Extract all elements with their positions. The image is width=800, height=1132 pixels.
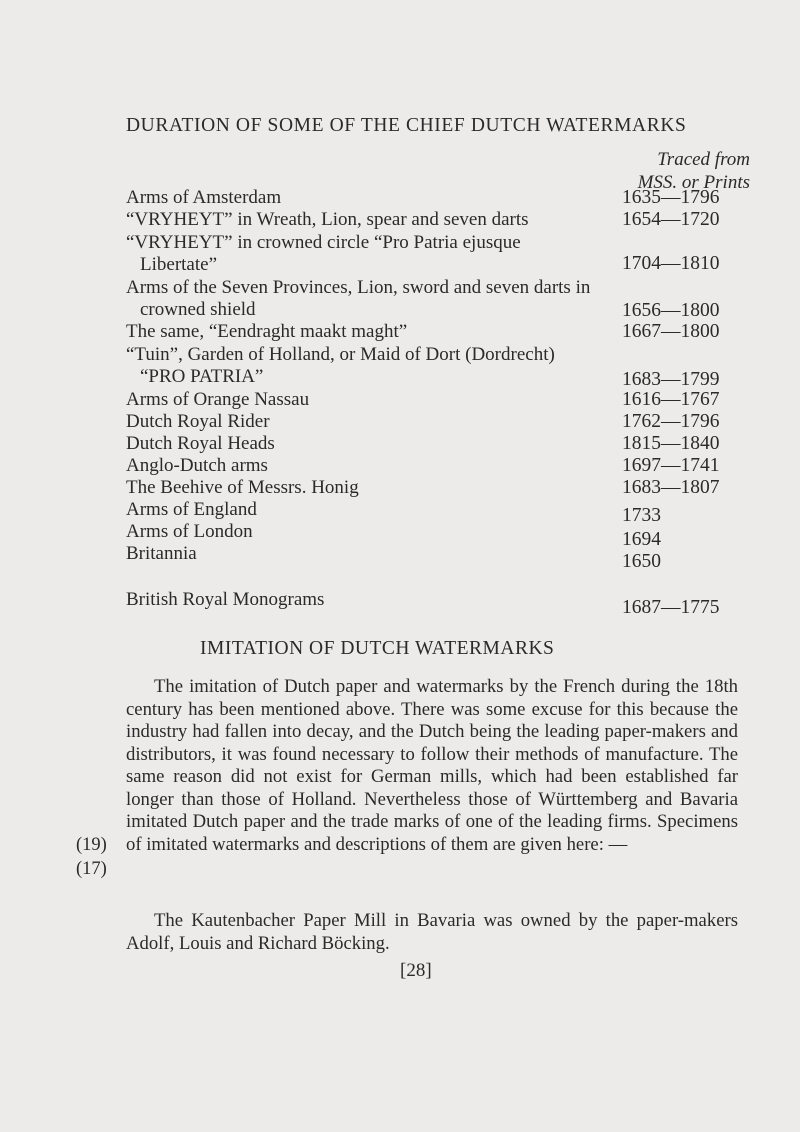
watermark-dates: 1733: [622, 505, 661, 526]
watermark-name: Dutch Royal Heads: [126, 433, 275, 454]
watermark-dates: 1650: [622, 551, 661, 572]
watermark-name: Dutch Royal Rider: [126, 411, 270, 432]
watermark-name: British Royal Monograms: [126, 589, 325, 610]
watermark-dates: 1687—1775: [622, 597, 720, 618]
page-heading: DURATION OF SOME OF THE CHIEF DUTCH WATERMARKS: [126, 115, 687, 136]
watermark-name: Arms of Orange Nassau: [126, 389, 310, 410]
watermark-name: Arms of London: [126, 521, 253, 542]
watermark-dates: 1697—1741: [622, 455, 720, 476]
watermark-name: “VRYHEYT” in crowned circle “Pro Patria ejusque Libertate”: [126, 232, 521, 275]
watermark-dates: 1694: [622, 529, 661, 550]
body-paragraph: The imitation of Dutch paper and watermarks by the French during the 18th century has been mentioned above. There was some excuse for this because the industry had fallen into decay, and the Dutch being the leading paper-makers and distributors, it was found necessary to follow their methods of manufacture. The same reason did not exist for German mills, which had been established far longer than those of Holland. Nevertheless those of Württemberg and Bavaria imitated Dutch paper and the trade marks of one of the leading firms. Specimens of imitated watermarks and descriptions of them are given here: —: [126, 676, 738, 855]
watermark-name-continuation: “PRO PATRIA”: [140, 366, 264, 387]
watermark-name: [126, 344, 601, 388]
watermark-name-line: “Tuin”, Garden of Holland, or Maid of Dort (Dordrecht): [126, 344, 555, 365]
watermark-dates: 1683—1799: [622, 369, 720, 390]
watermark-dates: 1616—1767: [622, 389, 720, 410]
watermark-dates: 1654—1720: [622, 209, 720, 230]
watermark-dates: 1683—1807: [622, 477, 720, 498]
watermark-name: “VRYHEYT” in Wreath, Lion, spear and seven darts: [126, 209, 529, 230]
watermark-name: Anglo-Dutch arms: [126, 455, 268, 476]
watermark-dates: 1667—1800: [622, 321, 720, 342]
margin-note: (19): [76, 835, 107, 855]
watermark-name: Arms of Amsterdam: [126, 187, 282, 208]
traced-from-line-1: Traced from: [657, 149, 750, 170]
watermark-name: The same, “Eendraght maakt maght”: [126, 321, 408, 342]
watermark-name: Arms of the Seven Provinces, Lion, sword and seven darts in crowned shield: [126, 277, 591, 320]
body-paragraph: The Kautenbacher Paper Mill in Bavaria was owned by the paper-makers Adolf, Louis and Richard Böcking.: [126, 910, 738, 954]
watermark-name: Britannia: [126, 543, 197, 564]
traced-from-line-2: MSS. or Prints: [637, 172, 750, 193]
watermark-name: The Beehive of Messrs. Honig: [126, 477, 359, 498]
watermark-dates: 1656—1800: [622, 300, 720, 321]
watermark-dates: 1815—1840: [622, 433, 720, 454]
page-number: [28]: [400, 960, 432, 981]
watermark-dates: 1704—1810: [622, 253, 720, 274]
watermark-dates: 1635—1796: [622, 187, 720, 208]
watermark-dates: 1762—1796: [622, 411, 720, 432]
section-heading: IMITATION OF DUTCH WATERMARKS: [200, 638, 555, 659]
margin-note: (17): [76, 859, 107, 879]
watermark-name: Arms of England: [126, 499, 257, 520]
